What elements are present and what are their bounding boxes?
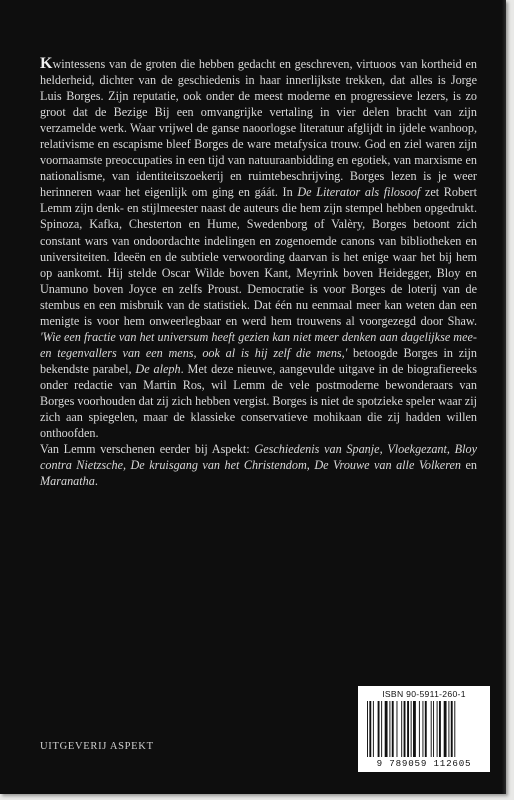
book-title-literator: De Literator als filosoof [297,185,421,200]
other-works-paragraph: Van Lemm verschenen eerder bij Aspekt: Geschiedenis van Spanje, Vloekgezant, Bloy contra Nietzsche, De kruisgang van het Christendom, De Vrouwe van alle Volkeren en Maranatha. [40,442,477,489]
barcode-bar [425,701,427,757]
barcode-bar [381,701,382,757]
barcode-bar [392,701,394,757]
barcode-bar [413,701,416,757]
barcode-bar [433,701,434,757]
barcode-bar [431,701,432,757]
barcode-bar [407,701,409,757]
blurb-paragraph: Kwintessens van de groten die hebben gedacht en geschreven, virtuoos van kortheid en helderheid, dichter van de geschiedenis in haar innerlijkste trekken, dat alles is Jorge Luis Borges. Zijn reputatie, ook onder de meest moderne en progressieve lezers, is zo groot dat de Bezige Bij een omvangrijke vertaling in vier delen bracht van zijn verzamelde werk. Waar vrijwel de ganse naoorlogse literatuur afglijdt in ijdele wanhoop, relativisme en escapisme bleef Borges de ware metafysica trouw. God en ziel waren zijn voornaamste preoccupaties in een tijd van natuuraanbidding en egotiek, van marxisme en nationalisme, van identiteitszoekerij en ruimtebeschrijving. Borges lezen is je weer herinneren waar het eigenlijk om ging en gáát. In De Literator als filosoof zet Robert Lemm zijn denk- en stijlmeester naast de auteurs die hem zijn stempel hebben opgedrukt. Spinoza, Kafka, Chesterton en Hume, Swedenborg of Valèry, Borges betoont zich constant wars van ondoordachte indelingen en zogenoemde canons van bibliotheken en universiteiten. Ideeën en de subtiele verwoording daarvan is het enige waar het bij hem op aankomt. Hij stelde Oscar Wilde boven Kant, Meyrink boven Heidegger, Bloy en Unamuno boven Joyce en zelfs Proust. Democratie is voor Borges de loterij van de stembus en een misbruik van de statistiek. Dat één nu eenmaal meer kan weten dan een menigte is voor hem onweerlegbaar en werd hem trouwens al voorgezegd door Shaw. 'Wie een fractie van het universum heeft gezien kan niet meer denken aan dagelijkse mee- en tegenvallers van een mens, ook al is hij zelf die mens,' betoogde Borges in zijn bekendste parabel, De aleph. Met deze nieuwe, aangevulde uitgave in de biografiereeks onder redactie van Martin Ros, wil Lemm de vele postmoderne bewonderaars van Borges voorhouden dat zij zich hebben vergist. Borges is niet de spotzieke speler waar zij zich aan spiegelen, maar de klassieke conservatieve mohikaan die zij hadden willen onthoofden. [40,55,478,441]
barcode-bar [401,701,402,757]
barcode-bar [404,701,406,757]
other-works-last: Maranatha [40,474,95,489]
barcode-bar [454,701,455,757]
barcode-bar [385,701,388,757]
barcode-label [358,686,490,772]
barcode-bar [389,701,390,757]
barcode-bar [422,701,423,757]
barcode-bar [444,701,447,757]
barcode-bar [419,701,420,757]
publisher-name: UITGEVERIJ ASPEKT [40,741,154,752]
barcode-bar [439,701,441,757]
ean-digits: 9 789059 112605 [376,758,472,769]
dropcap: K [40,55,53,72]
book-title-aleph: De aleph [135,361,181,376]
barcode-bar [437,701,438,757]
barcode-bars-icon [366,701,482,757]
barcode-bar [448,701,449,757]
barcode-bar [411,701,412,757]
barcode-bar [373,701,374,757]
barcode-bar [397,701,398,757]
isbn-text: ISBN 90-5911-260-1 [382,689,466,699]
barcode-bar [369,701,371,757]
cover-edge [502,0,506,794]
barcode-bar [378,701,380,757]
borges-quote: 'Wie een fractie van het universum heeft gezien kan niet meer denken aan dagelijkse mee- en tegenvallers van een mens, ook al is hij zelf die mens,' [40,329,477,360]
barcode-bar [451,701,453,757]
blurb-text [40,56,477,489]
other-works-titles: Geschiedenis van Spanje, Vloekgezant, Bloy contra Nietzsche, De kruisgang van het Christendom, De Vrouwe van alle Volkeren [40,442,477,473]
barcode-bar [367,701,368,757]
